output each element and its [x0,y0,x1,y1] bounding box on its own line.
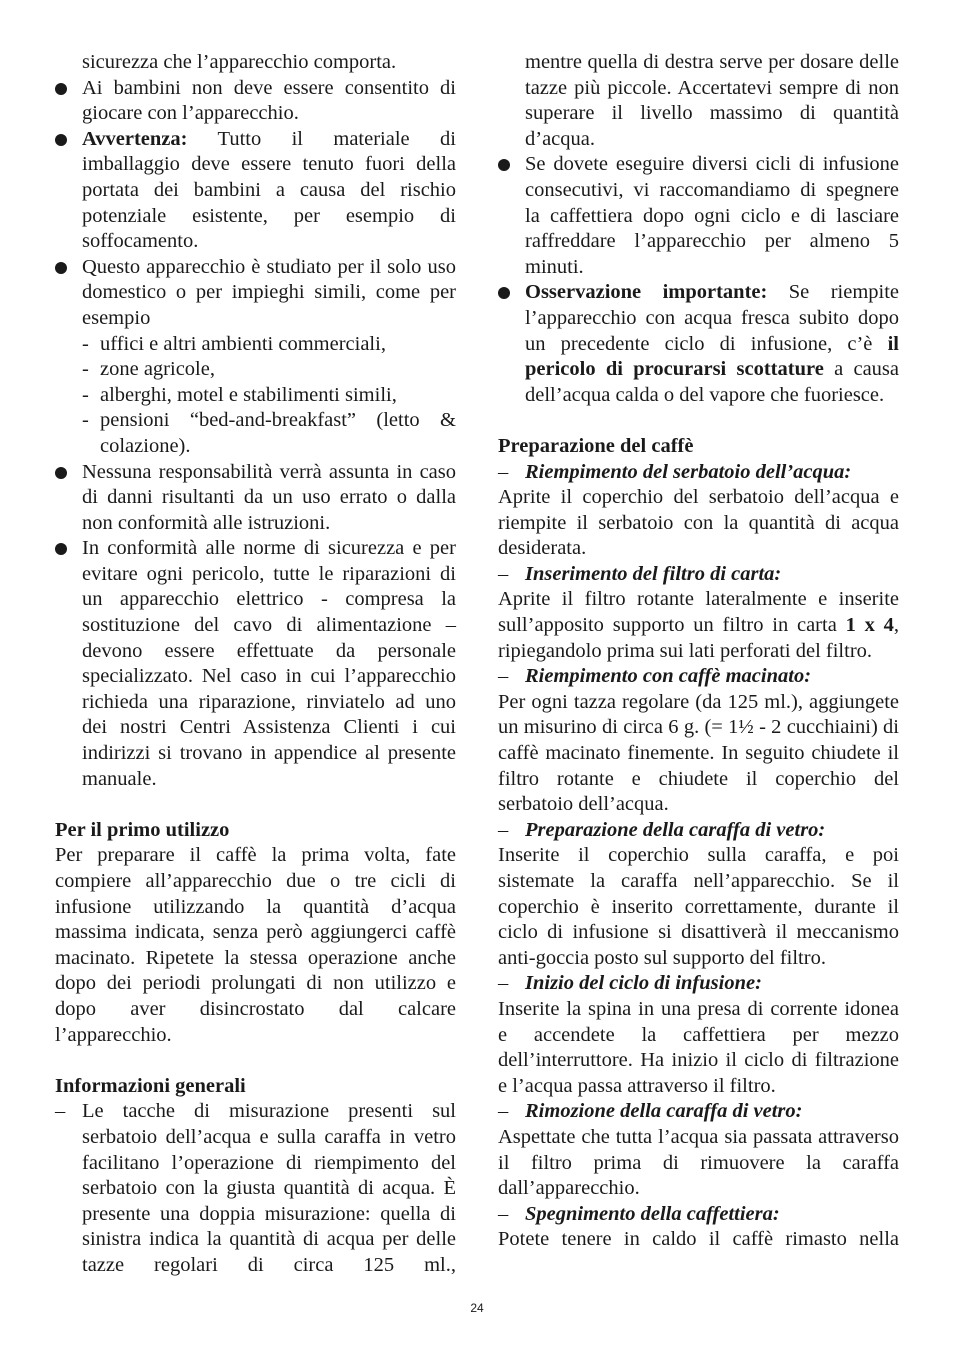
bullet-important-note: Osservazione importante: Se riempite l’apparecchio con acqua fresca subito dopo un precedente ciclo di infusione, c’è il pericolo di procurarsi scottature a causa dell’acqua calda o del vapore che fuoriesce. [498,280,899,408]
bullet-consecutive-cycles: Se dovete eseguire diversi cicli di infusione consecutivi, vi raccomandiamo di spegnere la caffettiera dopo ogni ciclo e di lasciare raffreddare l’apparecchio per almeno 5 minuti. [498,152,899,280]
warning-label: Avvertenza: [82,127,188,150]
bullet-dot-icon [498,287,510,299]
bullet-children: Ai bambini non deve essere consentito di giocare con l’apparecchio. [55,76,456,127]
left-column [55,50,456,1279]
first-use-text: Per preparare il caffè la prima volta, fate compiere all’apparecchio due o tre cicli di infusione utilizzando la quantità d’acqua massima indicata, senza però aggiungerci caffè macinato. Ripetete la stessa operazione anche dopo dei periodi prolungati di non utilizzo e dopo aver disincrostato dal calcare l’apparecchio. [55,844,456,1046]
step-title: – Riempimento del serbatoio dell’acqua: [498,460,852,483]
bullet-domestic-use: Questo apparecchio è studiato per il solo uso domestico o per impieghi simili, come per esempio [55,255,456,332]
step-text: Aprite il filtro rotante lateralmente e inserite sull’apposito supporto un filtro in carta 1 x 4, ripiegandolo prima sui lati perforati del filtro. [498,588,900,662]
coffee-preparation-heading: Preparazione del caffè [498,434,694,457]
step-text: Aspettate che tutta l’acqua sia passata attraverso il filtro prima di rimuovere la caraffa dall’apparecchio. [498,1125,899,1200]
step-title: – Rimozione della caraffa di vetro: [498,1100,803,1123]
bullet-dot-icon [55,83,67,95]
sub-item: - zone agricole, [82,358,215,381]
bullet-dot-icon [55,543,67,555]
important-label: Osservazione importante: [525,281,768,304]
general-info-item-continued: mentre quella di destra serve per dosare delle tazze più piccole. Accertatevi sempre di non superare il livello massimo di quantità d’acqua. [525,51,899,150]
bullet-repairs: In conformità alle norme di sicurezza e per evitare ogni pericolo, tutte le riparazioni di un apparecchio elettrico - compresa la sostituzione del cavo di alimentazione – devono essere effettuate da personale specializzato. Nel caso in cui l’apparecchio richieda una riparazione, rinviatelo ad uno dei nostri Centri Assistenza Clienti i cui indirizzi si trovano in appendice al presente manuale. [55,536,456,792]
continuation-text: sicurezza che l’apparecchio comporta. [82,51,397,73]
step-text: Potete tenere in caldo il caffè rimasto nella [498,1228,899,1251]
step-text: Inserite la spina in una presa di corrente idonea e accendete la caffettiera per mezzo dell’interruttore. Ha inizio il ciclo di filtrazione e l’acqua passa attraverso il filtro. [498,997,899,1097]
step-title: – Riempimento con caffè macinato: [498,665,812,688]
step-title: – Spegnimento della caffettiera: [498,1202,780,1225]
step-text: Inserite il coperchio sulla caraffa, e poi sistemate la caraffa nell’apparecchio. Se il coperchio è inserito correttamente, durante il ciclo di infusione si disattiverà il meccanismo anti-goccia posto sul supporto del filtro. [498,844,899,969]
step-text: Per ogni tazza regolare (da 125 ml.), aggiungete un misurino di circa 6 g. (= 1½ - 2 cucchiaini) di caffè macinato finemente. In seguito chiudete il filtro rotante e chiudete il coperchio del serbatoio dell’acqua. [498,690,899,816]
bullet-liability: Nessuna responsabilità verrà assunta in caso di danni risultanti da un uso errato o dalla non conformità alle istruzioni. [55,460,456,537]
sub-item: - uffici e altri ambienti commerciali, [82,332,386,355]
bullet-dot-icon [55,262,67,274]
sub-item: - alberghi, motel e stabilimenti simili, [82,383,397,406]
general-info-item: – Le tacche di misurazione presenti sul serbatoio dell’acqua e sulla caraffa in vetro facilitano l’operazione di riempimento del serbatoio con la giusta quantità di acqua. È presente una doppia misurazione: quella di sinistra indica la quantità di acqua per delle tazze regolari di circa 125 ml., [55,1100,456,1276]
page-number: 24 [470,1301,484,1315]
step-title: – Preparazione della caraffa di vetro: [498,818,826,841]
step-text: Aprite il coperchio del serbatoio dell’acqua e riempite il serbatoio con la quantità di acqua desiderata. [498,486,899,560]
step-title: – Inserimento del filtro di carta: [498,562,782,585]
first-use-heading: Per il primo utilizzo [55,818,230,841]
burn-danger-text: il pericolo di procurarsi scottature [525,332,900,381]
bullet-dot-icon [55,467,67,479]
general-info-heading: Informazioni generali [55,1074,246,1097]
right-column [498,50,899,1253]
bullet-warning: Avvertenza: Tutto il materiale di imballaggio deve essere tenuto fuori della portata dei bambini a causa del rischio potenziale esistente, per esempio di soffocamento. [55,127,456,255]
sub-item: - pensioni “bed-and-breakfast” (letto & colazione). [82,409,456,457]
bullet-dot-icon [55,134,67,146]
step-title: – Inizio del ciclo di infusione: [498,972,762,995]
bullet-dot-icon [498,159,510,171]
